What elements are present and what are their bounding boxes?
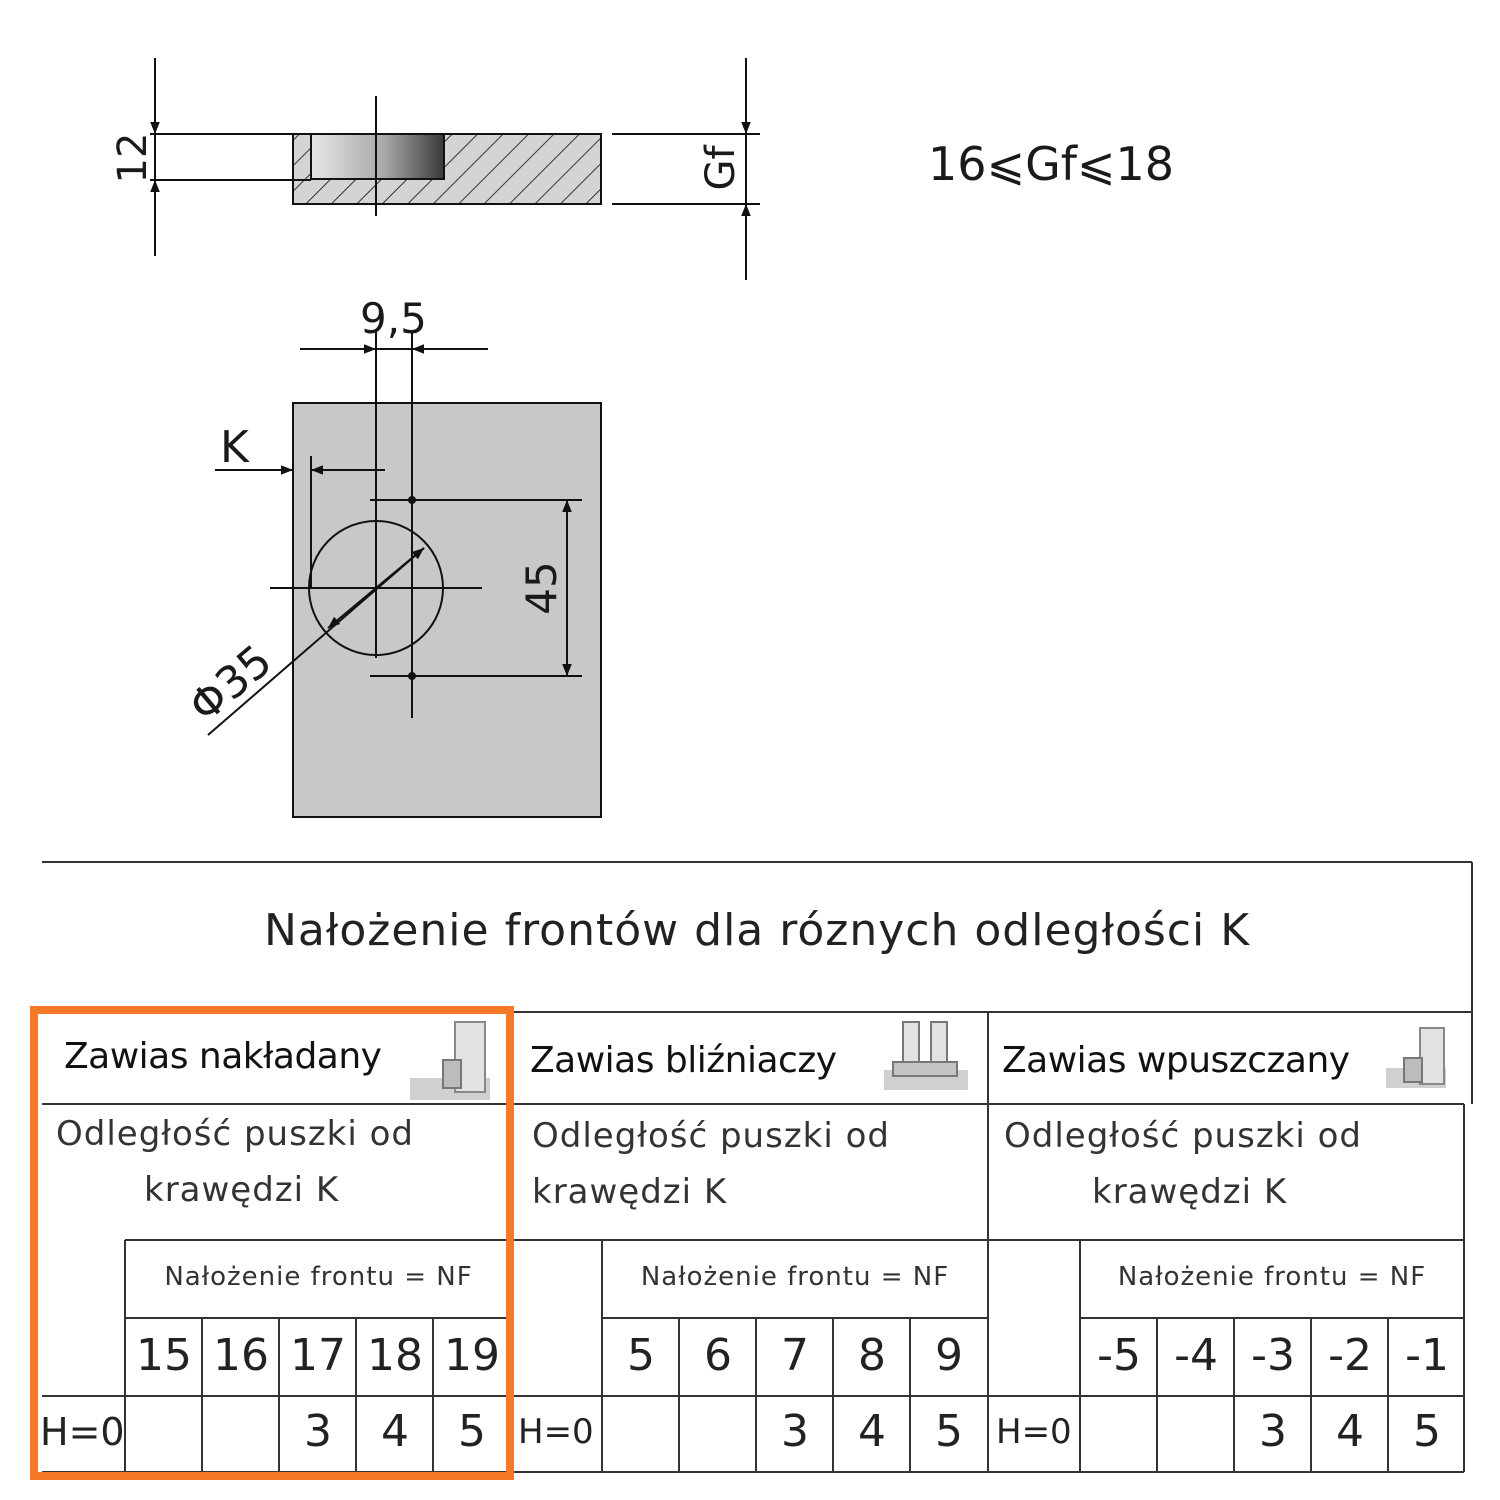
group-3-val-3: 3	[1259, 1406, 1287, 1457]
group-1-nf-19: 19	[444, 1330, 500, 1381]
group-2-nf-label: Nałożenie frontu = NF	[640, 1262, 950, 1292]
group-1-nf-18: 18	[367, 1330, 423, 1381]
group-3-val-4: 4	[1336, 1406, 1364, 1457]
group-1-row-label: H=0	[40, 1410, 125, 1454]
inset-hinge-icon	[1386, 1028, 1446, 1088]
group-2-row-label: H=0	[518, 1412, 594, 1452]
group-1-val-5: 5	[458, 1406, 486, 1457]
twin-hinge-icon	[884, 1022, 968, 1090]
group-3-val-5: 5	[1413, 1406, 1441, 1457]
group-3-nf-minus-5: -5	[1097, 1330, 1141, 1381]
group-1-header: Zawias nakładany	[64, 1036, 382, 1077]
dim-gf-label: Gf	[698, 145, 744, 191]
section-view	[150, 58, 760, 280]
group-3-nf-minus-4: -4	[1174, 1330, 1218, 1381]
group-2-val-4: 4	[858, 1406, 886, 1457]
group-3-nf-label: Nałożenie frontu = NF	[1117, 1262, 1427, 1292]
group-2-sub-line1: Odległość puszki od	[532, 1116, 890, 1156]
group-1-nf-16: 16	[213, 1330, 269, 1381]
group-3-row-label: H=0	[996, 1412, 1072, 1452]
group-2-nf-8: 8	[858, 1330, 886, 1381]
group-3-sub-line2: krawędzi K	[1092, 1172, 1288, 1212]
group-1-sub-line2: krawędzi K	[144, 1170, 340, 1210]
group-3-nf-minus-2: -2	[1328, 1330, 1372, 1381]
dim-45-label: 45	[517, 561, 566, 615]
group-2-nf-5: 5	[627, 1330, 655, 1381]
dim-phi35-label: Φ35	[179, 635, 282, 733]
dim-k-label: K	[220, 422, 249, 473]
group-2-sub-line2: krawędzi K	[532, 1172, 728, 1212]
table-title: Nałożenie frontów dla róznych odległości K	[263, 905, 1251, 956]
group-1-nf-17: 17	[290, 1330, 346, 1381]
group-2-nf-7: 7	[781, 1330, 809, 1381]
group-2-nf-9: 9	[935, 1330, 963, 1381]
dim-12-label: 12	[110, 132, 156, 184]
gf-range-label: 16⩽Gf⩽18	[928, 137, 1174, 191]
group-2-nf-6: 6	[704, 1330, 732, 1381]
group-1-sub-line1: Odległość puszki od	[56, 1114, 414, 1154]
group-2-val-3: 3	[781, 1406, 809, 1457]
group-1-nf-label: Nałożenie frontu = NF	[164, 1262, 473, 1292]
group-2-val-5: 5	[935, 1406, 963, 1457]
group-3-nf-minus-3: -3	[1251, 1330, 1295, 1381]
group-3-sub-line1: Odległość puszki od	[1004, 1116, 1362, 1156]
group-2-header: Zawias bliźniaczy	[530, 1040, 837, 1081]
group-1-val-3: 3	[304, 1406, 332, 1457]
group-3-header: Zawias wpuszczany	[1002, 1040, 1350, 1081]
dim-9-5-label: 9,5	[360, 294, 427, 343]
group-1-val-4: 4	[381, 1406, 409, 1457]
overlay-hinge-icon	[410, 1022, 490, 1100]
group-1-nf-15: 15	[136, 1330, 192, 1381]
group-3-nf-minus-1: -1	[1405, 1330, 1449, 1381]
